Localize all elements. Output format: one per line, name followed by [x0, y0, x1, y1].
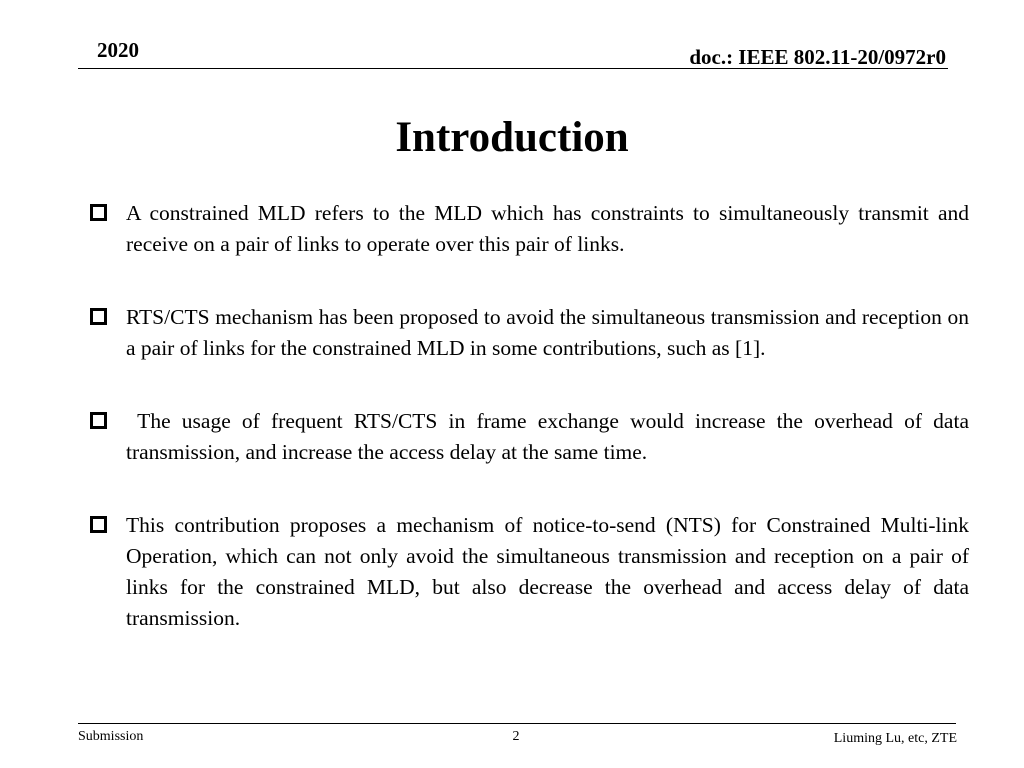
hollow-square-bullet-icon [90, 516, 107, 533]
bullet-item [90, 406, 969, 468]
header-divider [78, 68, 948, 69]
document-id: doc.: IEEE 802.11-20/0972r0 [689, 45, 946, 69]
hollow-square-bullet-icon [90, 412, 107, 429]
header-year: 2020 [97, 38, 139, 62]
page-number: 2 [512, 729, 520, 744]
footer-author: Liuming Lu, etc, ZTE [833, 731, 957, 746]
slide-title: Introduction [395, 114, 629, 161]
hollow-square-bullet-icon [90, 204, 107, 221]
footer-divider [78, 723, 956, 724]
bullet-item [90, 198, 969, 260]
bullet-item [90, 302, 969, 364]
bullet-text: A constrained MLD refers to the MLD which has constraints to simultaneously transmit and receive on a pair of links to operate over this pair of links. [126, 201, 969, 256]
bullet-item [90, 510, 969, 634]
bullet-text: RTS/CTS mechanism has been proposed to avoid the simultaneous transmission and reception on a pair of links for the constrained MLD in some contributions, such as [1]. [126, 305, 969, 360]
bullet-text: The usage of frequent RTS/CTS in frame exchange would increase the overhead of data transmission, and increase the access delay at the same time. [126, 409, 969, 464]
bullet-text: This contribution proposes a mechanism of notice-to-send (NTS) for Constrained Multi-link Operation, which can not only avoid the simultaneous transmission and reception on a pair of links for the constrained MLD, but also decrease the overhead and access delay of data transmission. [126, 513, 969, 630]
hollow-square-bullet-icon [90, 308, 107, 325]
bullet-list [90, 198, 969, 634]
footer-submission-label: Submission [78, 729, 144, 744]
